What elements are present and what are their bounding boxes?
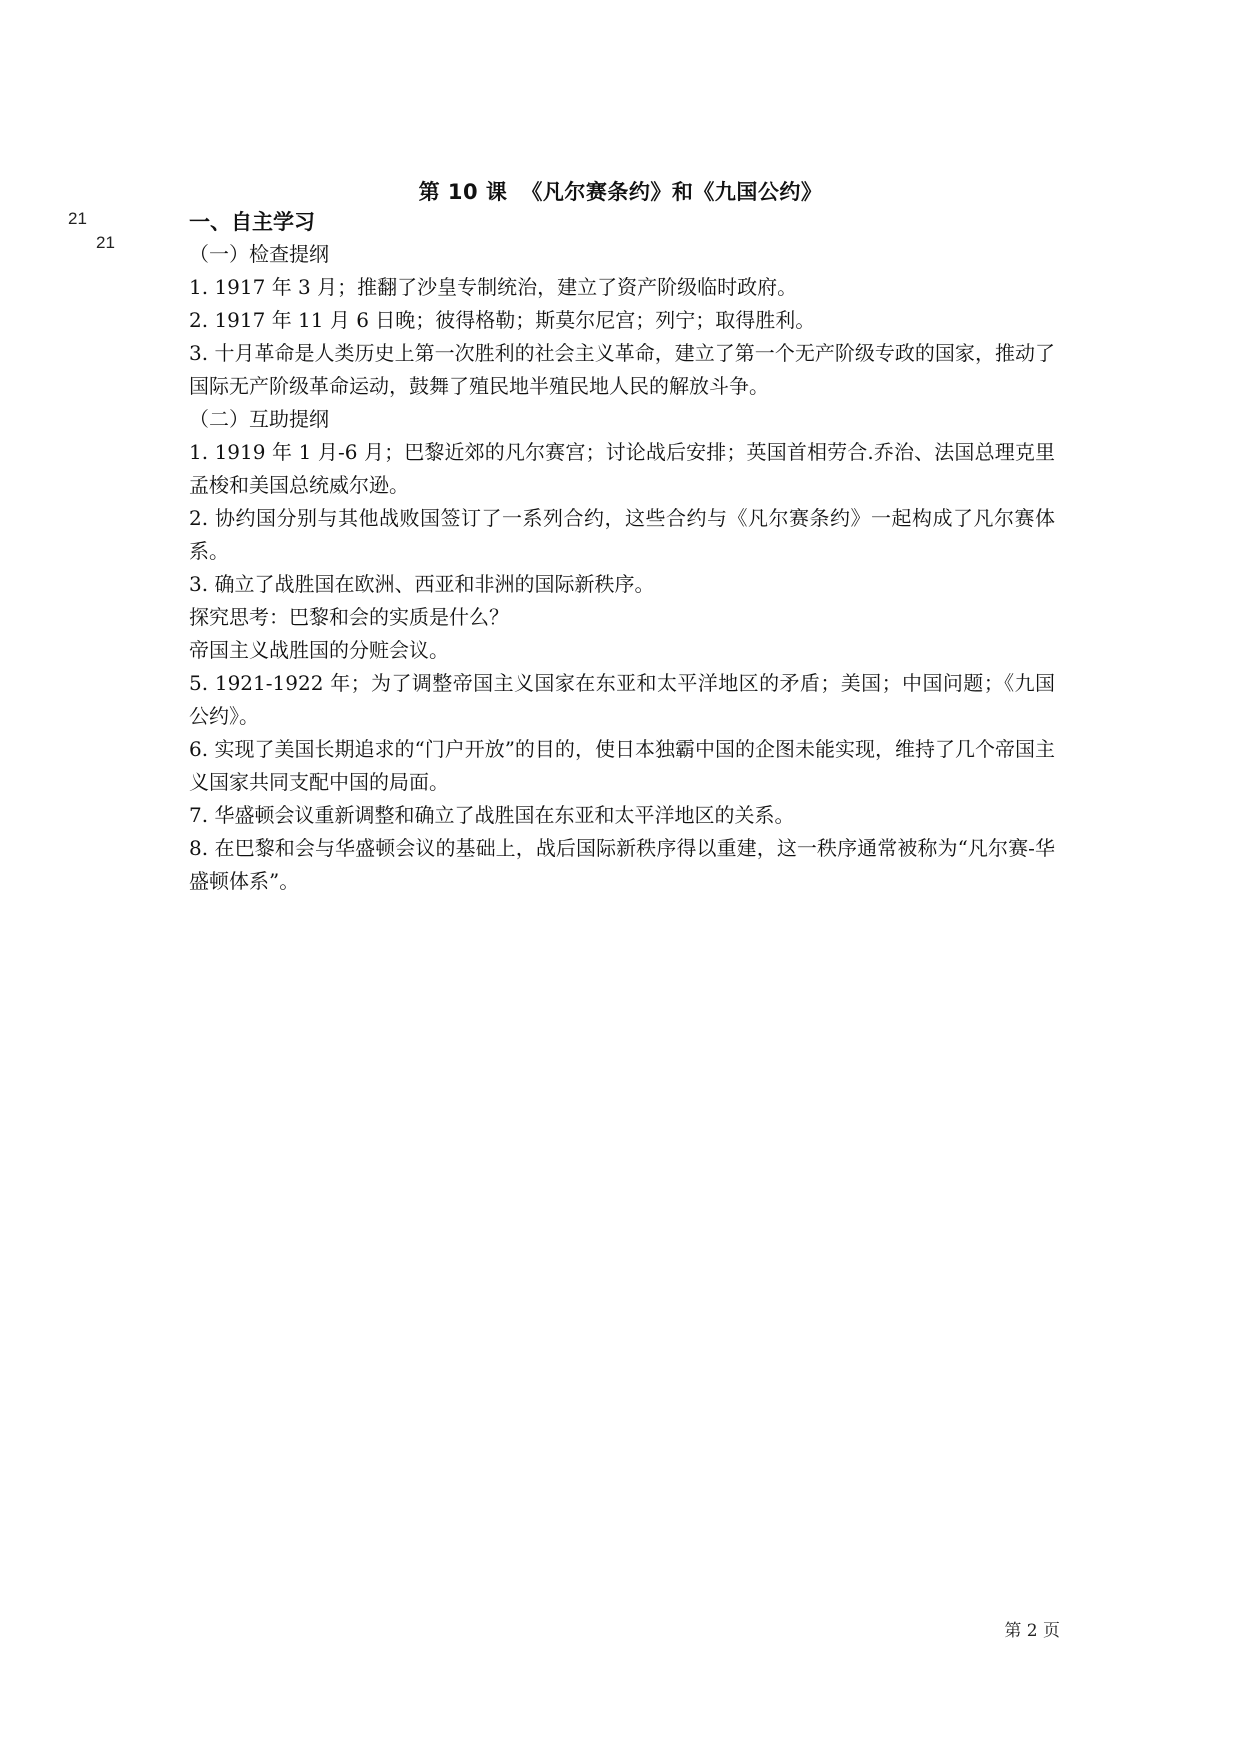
list-item: 1. 1917 年 3 月；推翻了沙皇专制统治，建立了资产阶级临时政府。: [189, 275, 798, 299]
subsection-heading-mutual: （二）互助提纲: [189, 407, 329, 431]
list-item: 2. 1917 年 11 月 6 日晚；彼得格勒；斯莫尔尼宫；列宁；取得胜利。: [189, 308, 816, 332]
subsection-heading-check: （一）检查提纲: [189, 242, 329, 266]
lesson-number: 第 10 课: [418, 180, 508, 204]
margin-number: 21: [68, 209, 87, 228]
list-item: 2. 协约国分别与其他战败国签订了一系列合约，这些合约与《凡尔赛条约》一起构成了凡尔赛体系。: [189, 506, 1055, 563]
question-prompt: 探究思考：巴黎和会的实质是什么？: [189, 605, 509, 629]
list-item: 3. 十月革命是人类历史上第一次胜利的社会主义革命，建立了第一个无产阶级专政的国家，推动了国际无产阶级革命运动，鼓舞了殖民地半殖民地人民的解放斗争。: [189, 341, 1055, 398]
list-item: 8. 在巴黎和会与华盛顿会议的基础上，战后国际新秩序得以重建，这一秩序通常被称为“凡尔赛-华盛顿体系”。: [189, 836, 1055, 893]
list-item: 5. 1921-1922 年；为了调整帝国主义国家在东亚和太平洋地区的矛盾；美国；中国问题；《九国公约》。: [189, 671, 1055, 728]
list-item: 1. 1919 年 1 月-6 月；巴黎近郊的凡尔赛宫；讨论战后安排；英国首相劳合.乔治、法国总理克里孟梭和美国总统威尔逊。: [189, 440, 1055, 497]
list-item: 6. 实现了美国长期追求的“门户开放”的目的，使日本独霸中国的企图未能实现，维持了几个帝国主义国家共同支配中国的局面。: [189, 737, 1055, 794]
section-heading: 一、自主学习: [189, 210, 315, 234]
list-item: 3. 确立了战胜国在欧洲、西亚和非洲的国际新秩序。: [189, 572, 655, 596]
margin-number: 21: [96, 233, 115, 252]
document-body: [189, 206, 1055, 898]
list-item: 7. 华盛顿会议重新调整和确立了战胜国在东亚和太平洋地区的关系。: [189, 803, 795, 827]
question-answer: 帝国主义战胜国的分赃会议。: [189, 638, 449, 662]
lesson-name: 《凡尔赛条约》和《九国公约》: [521, 180, 823, 204]
page-title: [0, 176, 1241, 206]
page-number: 第 2 页: [1004, 1621, 1060, 1641]
